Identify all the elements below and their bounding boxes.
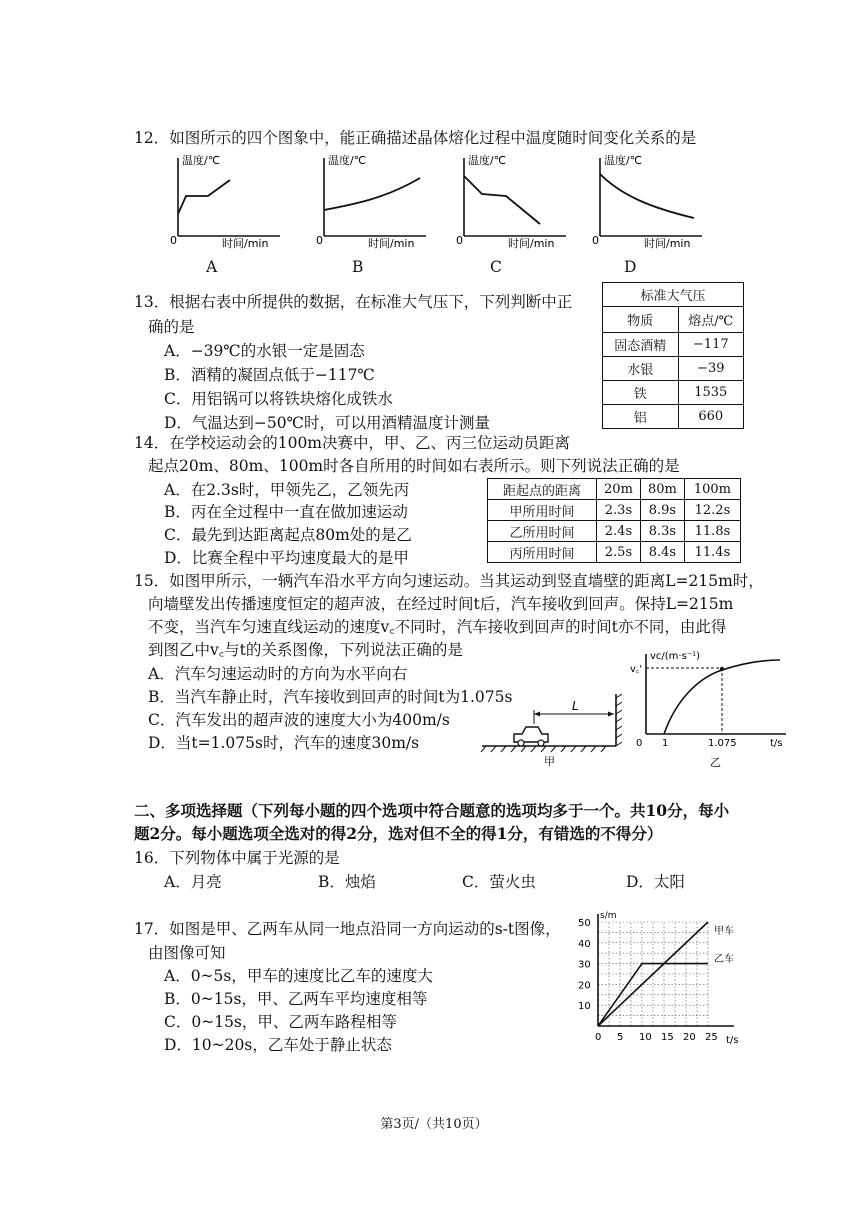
table-header: 80m	[640, 479, 684, 500]
table-cell: 8.3s	[640, 521, 684, 542]
table-cell: 8.9s	[640, 500, 684, 521]
y-tick-label: 10	[578, 1001, 591, 1013]
q14-stem-line1: 14．在学校运动会的100m决赛中，甲、乙、丙三位运动员距离	[134, 434, 571, 452]
section2-header-line2: 题2分。每小题选项全选对的得2分，选对但不全的得1分，有错选的不得分）	[134, 824, 663, 843]
q15-figure-velocity-graph	[628, 648, 796, 774]
series-label-yi: 乙车	[714, 954, 734, 965]
graph-origin: 0	[316, 234, 323, 247]
tick-label: 1	[662, 738, 669, 749]
table-header: 距起点的距离	[488, 479, 597, 500]
q16-option-d: D．太阳	[626, 873, 685, 891]
q15-option-a: A．汽车匀速运动时的方向为水平向右	[148, 665, 408, 683]
q15-option-d: D．当t=1.075s时，汽车的速度30m/s	[148, 734, 420, 752]
table-cell: 660	[678, 405, 743, 429]
q15-stem-line2: 向墙壁发出传播速度恒定的超声波，在经过时间t后，汽车接收到回声。保持L=215m	[148, 595, 734, 613]
graph-ylabel: s/m	[600, 911, 617, 921]
q15-stem-line4: 到图乙中v꜀与t的关系图像，下列说法正确的是	[148, 641, 463, 659]
figure-caption: 乙	[710, 756, 721, 769]
q15-figure-car-wall	[476, 690, 632, 770]
graph-xlabel: 时间/min	[222, 237, 269, 250]
q17-option-c: C．0~15s，甲、乙两车路程相等	[164, 1013, 397, 1031]
car-icon	[514, 727, 548, 742]
q15-stem-line1: 15．如图甲所示，一辆汽车沿水平方向匀速运动。当其运动到竖直墙壁的距离L=215m时，	[134, 572, 764, 590]
q13-option-c: C．用铝锅可以将铁块熔化成铁水	[164, 390, 393, 408]
table-header: 20m	[597, 479, 641, 500]
graph-ylabel: vc/(m·s⁻¹)	[650, 651, 701, 662]
table-cell: 11.4s	[684, 542, 740, 563]
table-cell: 铝	[603, 405, 679, 429]
graph-ylabel: 温度/℃	[604, 154, 643, 167]
q14-option-b: B．丙在全过程中一直在做加速运动	[164, 503, 408, 521]
graph-ylabel: 温度/℃	[468, 154, 507, 167]
q13-option-a: A．−39℃的水银一定是固态	[164, 342, 365, 360]
graph-xlabel: 时间/min	[508, 237, 555, 250]
q14-option-a: A．在2.3s时，甲领先乙，乙领先丙	[164, 481, 410, 499]
q16-option-b: B．烛焰	[318, 873, 376, 891]
table-header: 100m	[684, 479, 740, 500]
y-tick-label: 20	[578, 980, 591, 992]
table-cell: 固态酒精	[603, 333, 679, 357]
graph-xlabel: t/s	[770, 738, 783, 749]
graph-origin: 0	[592, 234, 599, 247]
melting-point-table	[602, 282, 744, 429]
q14-stem-line2: 起点20m、80m、100m时各自所用的时间如右表所示。则下列说法正确的是	[148, 457, 680, 475]
q13-stem-line2: 确的是	[148, 318, 195, 336]
q16-option-a: A．月亮	[164, 873, 222, 891]
x-tick-label: 15	[661, 1032, 674, 1043]
x-tick-label: 10	[639, 1032, 652, 1043]
table-cell: 甲所用时间	[488, 500, 597, 521]
graph-xlabel: 时间/min	[368, 237, 415, 250]
graph-origin: 0	[636, 738, 643, 749]
table-title: 标准大气压	[603, 283, 744, 307]
q13-stem-line1: 13．根据右表中所提供的数据，在标准大气压下，下列判断中正	[134, 293, 573, 311]
race-time-table	[487, 478, 741, 563]
v1-label: v꜀'	[630, 664, 643, 675]
q17-stem-line2: 由图像可知	[148, 944, 226, 962]
table-cell: 丙所用时间	[488, 542, 597, 563]
x-tick-label: 5	[617, 1032, 624, 1043]
table-cell: 8.4s	[640, 542, 684, 563]
q12-letter-d: D	[624, 258, 637, 276]
y-tick-label: 50	[578, 918, 591, 929]
graph-origin: 0	[170, 234, 177, 247]
q17-option-b: B．0~15s，甲、乙两车平均速度相等	[164, 990, 428, 1008]
table-cell: 1535	[678, 381, 743, 405]
q15-stem-line3: 不变，当汽车匀速直线运动的速度v꜀不同时，汽车接收到回声的时间t亦不同，由此得	[148, 618, 727, 636]
table-cell: 2.3s	[597, 500, 641, 521]
graph-ylabel: 温度/℃	[182, 154, 221, 167]
q15-option-b: B．当汽车静止时，汽车接收到回声的时间t为1.075s	[148, 688, 513, 706]
graph-xlabel: t/s	[726, 1035, 739, 1046]
q12-letter-b: B	[352, 258, 364, 276]
q13-option-b: B．酒精的凝固点低于−117℃	[164, 366, 375, 384]
q17-stem-line1: 17．如图是甲、乙两车从同一地点沿同一方向运动的s-t图像，	[134, 920, 561, 938]
page-footer: 第3页/（共10页）	[380, 1117, 488, 1132]
length-label: L	[572, 699, 579, 713]
q12-graph-a	[160, 152, 290, 250]
series-label-jia: 甲车	[714, 926, 734, 937]
graph-xlabel: 时间/min	[644, 237, 691, 250]
table-cell: 11.8s	[684, 521, 740, 542]
q16-option-c: C．萤火虫	[462, 873, 536, 891]
q12-graph-b	[306, 152, 436, 250]
x-tick-label: 25	[705, 1032, 718, 1043]
q14-option-c: C．最先到达距离起点80m处的是乙	[164, 526, 412, 544]
table-cell: 乙所用时间	[488, 521, 597, 542]
q17-option-d: D．10~20s，乙车处于静止状态	[164, 1036, 392, 1054]
table-header: 熔点/℃	[678, 307, 743, 333]
x-tick-label: 20	[683, 1032, 696, 1043]
q16-stem: 16．下列物体中属于光源的是	[134, 849, 340, 867]
graph-ylabel: 温度/℃	[328, 154, 367, 167]
q12-graph-c	[446, 152, 576, 250]
st-graph	[574, 906, 752, 1050]
y-tick-label: 40	[578, 938, 591, 950]
table-cell: −39	[678, 357, 743, 381]
q15-option-c: C．汽车发出的超声波的速度大小为400m/s	[148, 711, 450, 729]
q12-letter-a: A	[206, 258, 218, 276]
q12-letter-c: C	[490, 258, 502, 276]
table-cell: 12.2s	[684, 500, 740, 521]
table-cell: 2.5s	[597, 542, 641, 563]
section2-header-line1: 二、多项选择题（下列每小题的四个选项中符合题意的选项均多于一个。共10分，每小	[134, 801, 730, 820]
x-tick-label: 0	[595, 1032, 602, 1043]
q14-option-d: D．比赛全程中平均速度最大的是甲	[164, 549, 409, 567]
q12-stem: 12．如图所示的四个图象中，能正确描述晶体熔化过程中温度随时间变化关系的是	[134, 129, 697, 147]
table-header: 物质	[603, 307, 679, 333]
y-tick-label: 30	[578, 959, 591, 971]
q17-option-a: A．0~5s，甲车的速度比乙车的速度大	[164, 967, 433, 985]
tick-label: 1.075	[708, 738, 737, 749]
q13-option-d: D．气温达到−50℃时，可以用酒精温度计测量	[164, 414, 490, 432]
table-cell: 铁	[603, 381, 679, 405]
table-cell: 2.4s	[597, 521, 641, 542]
table-cell: 水银	[603, 357, 679, 381]
q12-graph-d	[582, 152, 712, 250]
graph-origin: 0	[456, 234, 463, 247]
table-cell: −117	[678, 333, 743, 357]
figure-caption: 甲	[544, 755, 555, 768]
